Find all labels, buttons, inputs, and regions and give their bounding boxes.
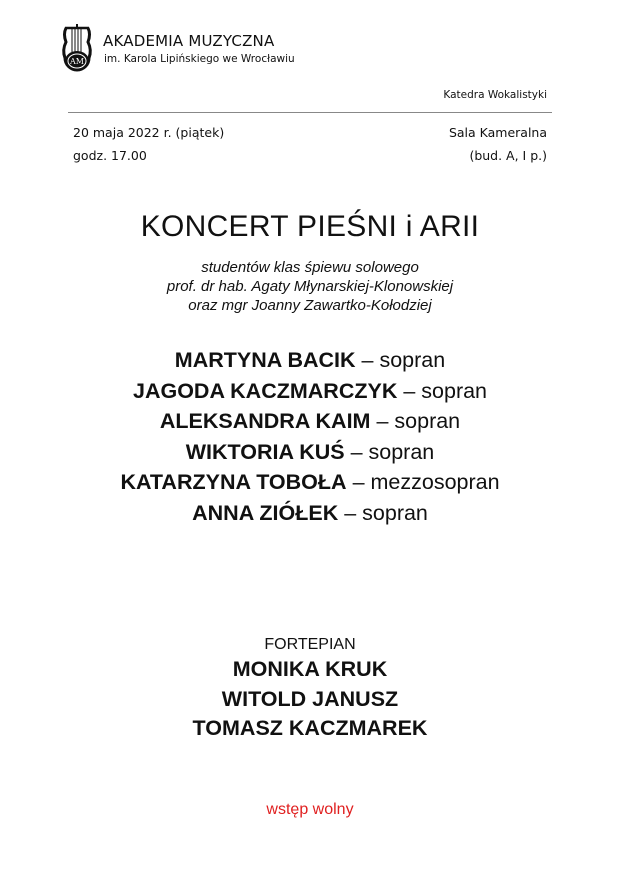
- performer-voice: – sopran: [403, 378, 488, 403]
- lyre-icon: [60, 24, 94, 74]
- performer-voice: – sopran: [361, 348, 446, 372]
- performer-name: WIKTORIA KUŚ: [185, 439, 345, 464]
- pianist-name: MONIKA KRUK: [232, 657, 388, 681]
- institution-name: AKADEMIA MUZYCZNA: [103, 32, 275, 50]
- date-time-block: [73, 121, 224, 167]
- subtitle-line: oraz mgr Joanny Zawartko-Kołodziej: [188, 297, 432, 314]
- department: Katedra Wokalistyki: [443, 89, 547, 101]
- entry-note: wstęp wolny: [266, 801, 354, 818]
- subtitle-line: prof. dr hab. Agaty Młynarskiej-Klonowskiej: [166, 278, 454, 295]
- event-time: godz. 17.00: [73, 148, 147, 163]
- performer-voice: – sopran: [376, 409, 461, 433]
- performer-name: ALEKSANDRA KAIM: [159, 409, 371, 433]
- concert-title: KONCERT PIEŚNI i ARII: [140, 210, 480, 243]
- performer-voice: – sopran: [344, 500, 428, 525]
- performer-name: JAGODA KACZMARCZYK: [132, 378, 398, 403]
- performer-name: MARTYNA BACIK: [174, 348, 356, 372]
- institution-subtitle: im. Karola Lipińskiego we Wrocławiu: [104, 53, 295, 65]
- performer-item: [0, 498, 620, 529]
- performer-voice: – mezzosopran: [352, 470, 500, 494]
- subtitle-line: studentów klas śpiewu solowego: [201, 259, 419, 276]
- performer-item: [0, 467, 620, 498]
- svg-text:AM: AM: [70, 57, 84, 66]
- performer-name: KATARZYNA TOBOŁA: [120, 470, 347, 494]
- performer-name: ANNA ZIÓŁEK: [192, 500, 339, 525]
- event-venue-detail: (bud. A, I p.): [469, 148, 547, 163]
- performer-item: [0, 437, 620, 468]
- event-date: 20 maja 2022 r. (piątek): [73, 125, 225, 140]
- performer-voice: – sopran: [350, 439, 435, 464]
- pianist-list: [0, 655, 620, 744]
- concert-subtitle: [0, 258, 620, 315]
- performer-item: [0, 376, 620, 407]
- performer-item: [0, 345, 620, 376]
- pianist-name: WITOLD JANUSZ: [221, 686, 399, 711]
- event-venue: Sala Kameralna: [448, 125, 547, 140]
- divider: [68, 112, 552, 113]
- venue-block: [449, 121, 547, 167]
- pianist-name: TOMASZ KACZMAREK: [192, 716, 428, 740]
- performer-item: [0, 406, 620, 437]
- performer-list: [0, 345, 620, 528]
- piano-label: FORTEPIAN: [264, 636, 356, 653]
